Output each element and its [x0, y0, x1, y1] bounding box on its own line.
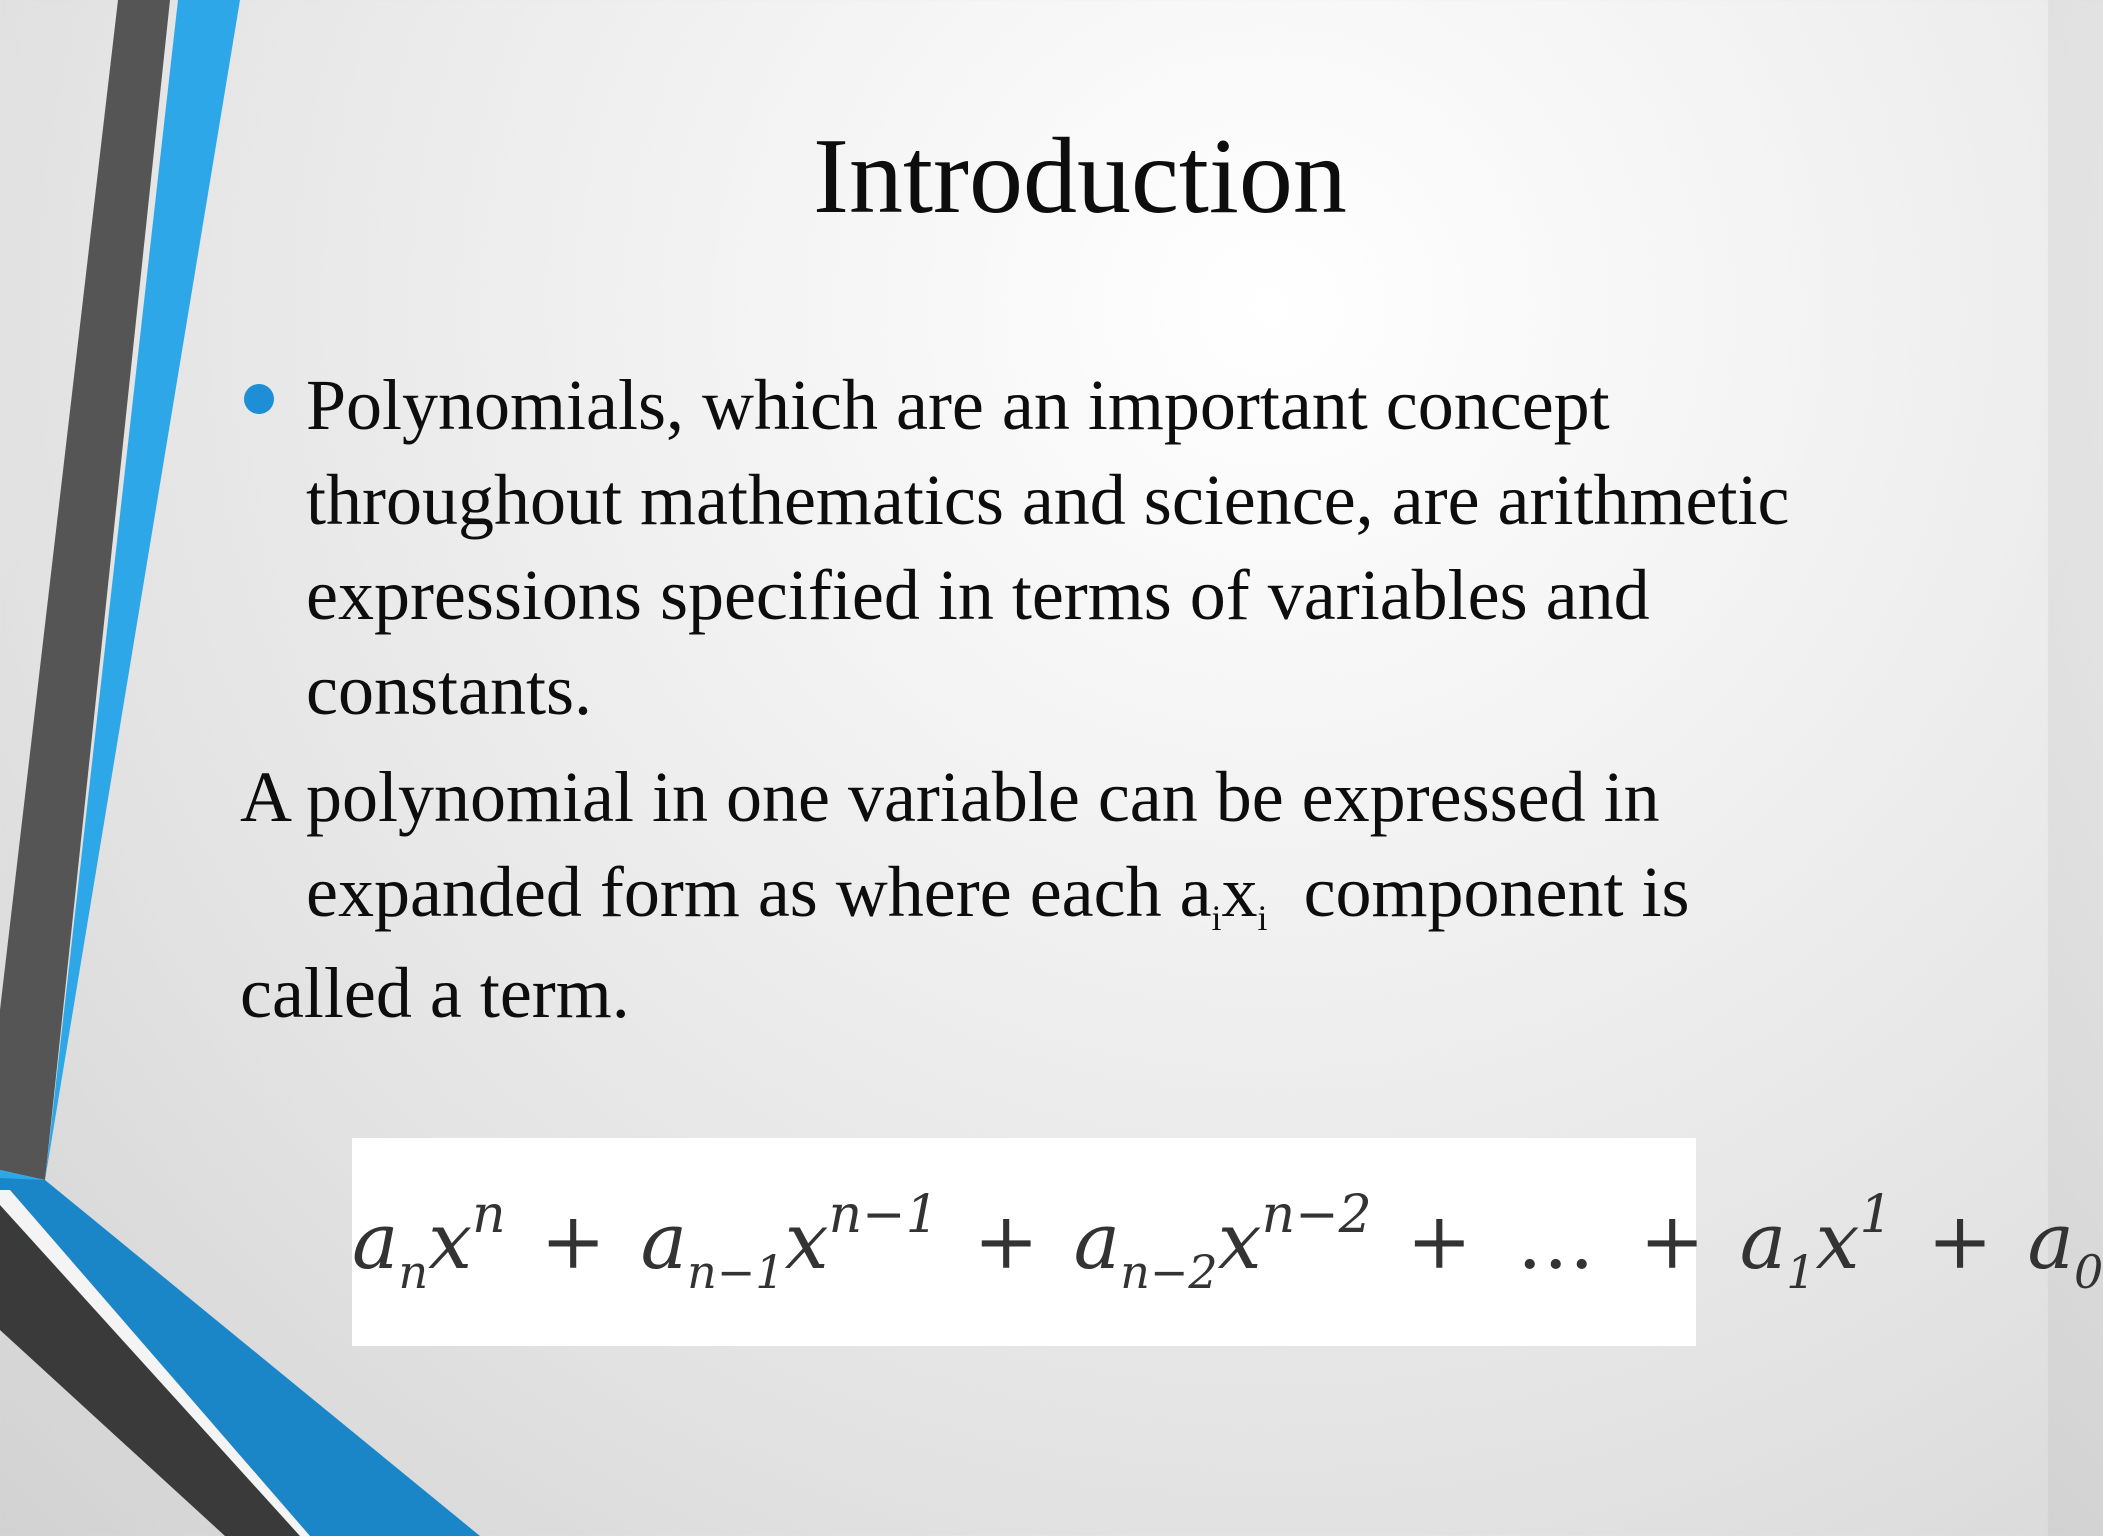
term-x-n-1-exp: n−1: [828, 1185, 939, 1245]
term-x-1: x: [1815, 1197, 1860, 1287]
subscript-i-1: i: [1211, 898, 1222, 938]
term-a-n-2-sub: n−2: [1120, 1245, 1218, 1299]
ellipsis: …: [1516, 1197, 1595, 1287]
dark-stripe-left: [0, 0, 170, 1180]
term-x-n-exp: n: [472, 1185, 506, 1245]
polynomial-formula: [352, 1138, 2103, 1346]
term-a-0-sub: 0: [2074, 1245, 2103, 1299]
bullet-dot-icon: [244, 384, 274, 414]
plus-sign: +: [973, 1197, 1039, 1287]
slide-title: Introduction: [813, 117, 1347, 236]
term-x-n: x: [428, 1197, 473, 1287]
term-x-n-1: x: [784, 1197, 829, 1287]
plus-sign: +: [540, 1197, 606, 1287]
term-a-n-1-sub: n−1: [687, 1245, 785, 1299]
paragraph-part3: called a term.: [240, 953, 630, 1033]
term-x-n-2-exp: n−2: [1261, 1185, 1372, 1245]
plus-sign: +: [1406, 1197, 1472, 1287]
term-a-1-sub: 1: [1786, 1245, 1816, 1299]
plus-sign: +: [1927, 1197, 1993, 1287]
term-a-0: a: [2027, 1197, 2075, 1287]
term-a-1: a: [1739, 1197, 1787, 1287]
formula-image: [352, 1138, 2103, 1346]
term-a-n-sub: n: [398, 1245, 429, 1299]
slide-body: [240, 358, 1940, 1041]
term-x-n-2: x: [1217, 1197, 1262, 1287]
term-a-n-2: a: [1073, 1197, 1121, 1287]
plus-sign: +: [1639, 1197, 1705, 1287]
bullet-text: Polynomials, which are an important concept throughout mathematics and science, are arithmetic expressions specified in terms of variables and constants.: [306, 365, 1790, 730]
polynomial-paragraph: [240, 750, 1940, 1041]
subscript-i-2: i: [1257, 898, 1268, 938]
paragraph-part1: A polynomial in one variable can be expressed in expanded form as where each a: [240, 757, 1660, 932]
bullet-paragraph: [240, 358, 1940, 738]
term-a-n-1: a: [640, 1197, 688, 1287]
paragraph-part2: component is: [1267, 852, 1690, 932]
paragraph-x: x: [1221, 852, 1258, 932]
term-x-1-exp: 1: [1859, 1185, 1893, 1245]
term-a-n: a: [352, 1197, 399, 1287]
